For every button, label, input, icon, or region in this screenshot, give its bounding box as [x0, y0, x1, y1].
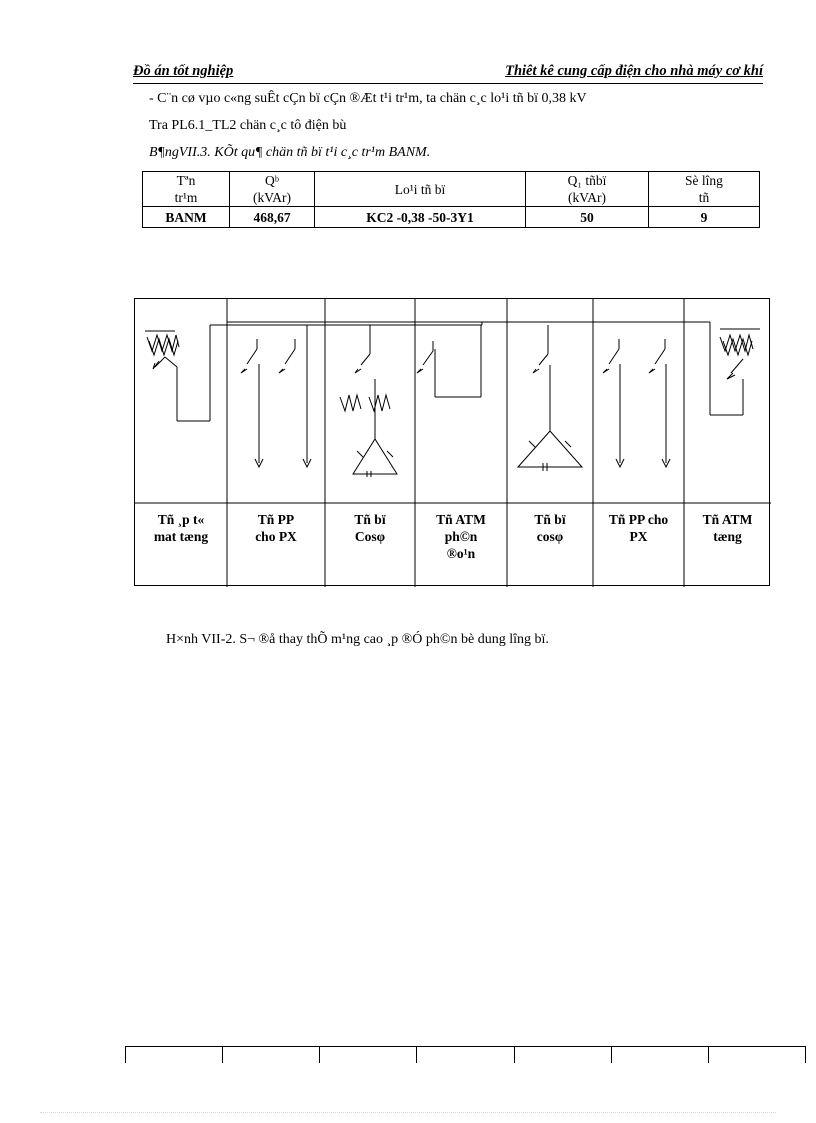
- label-incoming-cabinet: Tñ ¸p t« mat tæng: [153, 512, 209, 544]
- header-station: Tªn tr¹m: [143, 172, 230, 207]
- transformer-icon-2: [710, 325, 760, 415]
- cell-qb: 468,67: [230, 207, 315, 228]
- label-capacitor-cabinet-2: Tñ bï cosφ: [534, 512, 566, 544]
- page-header: [133, 61, 763, 84]
- ruler-tick: [611, 1047, 612, 1063]
- cell-station: BANM: [143, 207, 230, 228]
- header-cabinet-type: Lo¹i tñ bï: [315, 172, 526, 207]
- cell-count: 9: [649, 207, 760, 228]
- footer-divider: [40, 1112, 776, 1113]
- ruler-tick: [319, 1047, 320, 1063]
- table-caption: B¶ngVII.3. KÕt qu¶ chän tñ bï t¹i c¸c tr¹m BANM.: [149, 145, 431, 160]
- ruler-tick: [125, 1047, 126, 1063]
- header-right-title: Thiêt kê cung cấp điện cho nhà máy cơ khí: [505, 63, 763, 79]
- header-count: Sè lîng tñ: [649, 172, 760, 207]
- label-feeder-cabinet: Tñ PP cho PX: [255, 512, 297, 544]
- header-q1: Q₁ tñbï (kVAr): [526, 172, 649, 207]
- single-line-diagram: [134, 298, 770, 586]
- capacitor-selection-table: [142, 171, 760, 228]
- ruler-tick: [222, 1047, 223, 1063]
- label-main-breaker: Tñ ATM tæng: [702, 512, 753, 544]
- ruler-tick: [416, 1047, 417, 1063]
- header-qb: Qᵇ (kVAr): [230, 172, 315, 207]
- bottom-ruler: [125, 1046, 806, 1063]
- table-row: [143, 207, 760, 228]
- cell-q1: 50: [526, 207, 649, 228]
- header-left-title: Đồ án tốt nghiệp: [133, 63, 234, 79]
- figure-caption: H×nh VII-2. S¬ ®å thay thÕ m¹ng cao ¸p ®Ó ph©n bè dung lîng bï.: [166, 632, 549, 647]
- capacitor-icon-2: [518, 325, 582, 471]
- label-section-breaker: Tñ ATM ph©n ®o¹n: [436, 512, 486, 561]
- ruler-tick: [514, 1047, 515, 1063]
- breaker-icon: [417, 325, 481, 397]
- ruler-tick: [708, 1047, 709, 1063]
- body-paragraph-line-2: Tra PL6.1_TL2 chän c¸c tô điện bù: [149, 118, 347, 133]
- switch-icon-2: [603, 339, 666, 463]
- label-feeder-cabinet-2: Tñ PP cho PX: [608, 512, 669, 544]
- table-header-row: [143, 172, 760, 207]
- ruler-tick: [805, 1047, 806, 1063]
- capacitor-icon: [340, 325, 397, 477]
- body-paragraph-line-1: - C¨n cø vµo c«ng suÊt cÇn bï cÇn ®Æt t¹i tr¹m, ta chän c¸c lo¹i tñ bï 0,38 kV: [149, 91, 587, 106]
- transformer-icon: [145, 331, 179, 369]
- cell-cabinet-type: KC2 -0,38 -50-3Y1: [315, 207, 526, 228]
- label-capacitor-cabinet: Tñ bï Cosφ: [354, 512, 386, 544]
- switch-icon: [241, 325, 307, 463]
